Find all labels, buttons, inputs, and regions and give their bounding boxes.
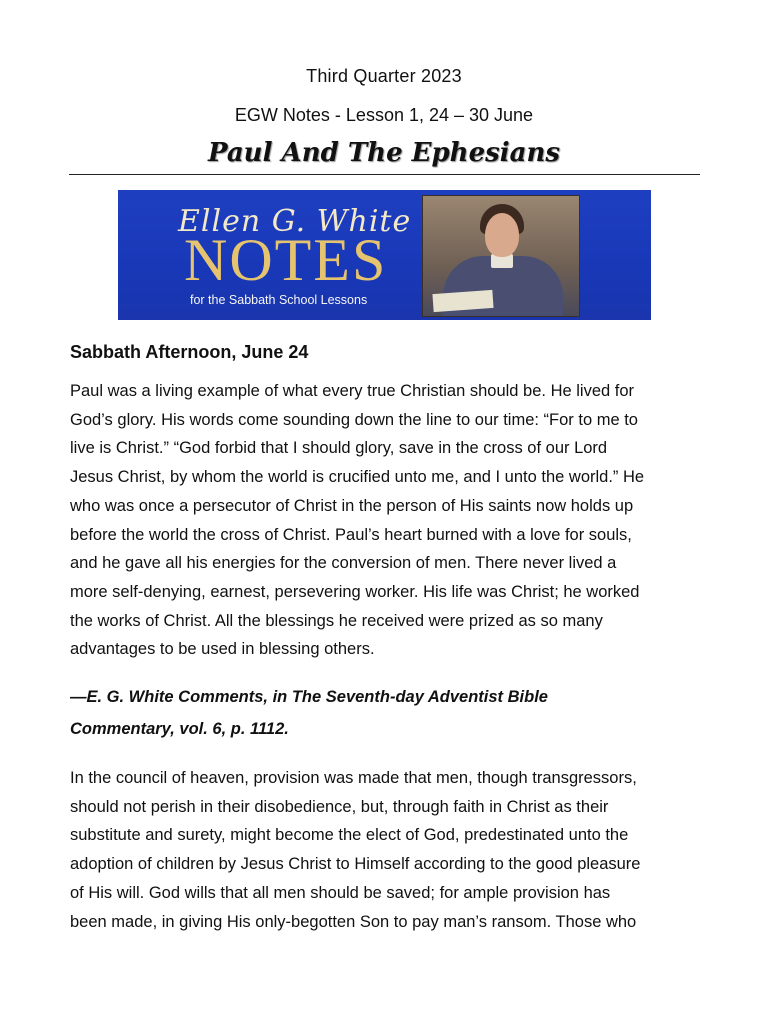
paragraph-2 (70, 764, 710, 936)
paragraph-line: who was once a persecutor of Christ in the person of His saints now holds up (70, 496, 634, 515)
quarter-label: Third Quarter 2023 (306, 66, 462, 86)
author-portrait (422, 195, 580, 317)
paragraph-line: Paul was a living example of what every true Christian should be. He lived for (70, 382, 635, 400)
paragraph-line: substitute and surety, might become the elect of God, predestinated unto the (70, 826, 629, 845)
banner-notes-text: NOTES (184, 227, 388, 293)
paragraph-line: live is Christ.” “God forbid that I should glory, save in the cross of our Lord (70, 439, 608, 458)
paragraph-line: Jesus Christ, by whom the world is crucified unto me, and I unto the world.” He (70, 468, 645, 487)
citation-line: Commentary, vol. 6, p. 1112. (70, 720, 289, 738)
paragraph-line: should not perish in their disobedience, but, through faith in Christ as their (70, 797, 609, 816)
title-divider (69, 174, 700, 175)
paragraph-line: the works of Christ. All the blessings he received were prized as so many (70, 611, 603, 630)
lesson-label: EGW Notes - Lesson 1, 24 – 30 June (234, 105, 534, 125)
paragraph-line: advantages to be used in blessing others. (70, 640, 375, 659)
paragraph-line: In the council of heaven, provision was made that men, though transgressors, (70, 769, 637, 787)
paragraph-line: God’s glory. His words come sounding down the line to our time: “For to me to (70, 410, 638, 429)
section-heading: Sabbath Afternoon, June 24 (70, 342, 309, 362)
paragraph-line: more self-denying, earnest, persevering worker. His life was Christ; he worked (70, 582, 640, 601)
paragraph-1 (70, 377, 710, 664)
egw-notes-banner (118, 190, 651, 320)
paragraph-line: adoption of children by Jesus Christ to Himself according to the good pleasure (70, 855, 641, 874)
paragraph-line: before the world the cross of Christ. Paul’s heart burned with a love for souls, (70, 525, 632, 544)
citation-line: —E. G. White Comments, in The Seventh-day Adventist Bible (70, 688, 548, 706)
paragraph-line: and he gave all his energies for the conversion of men. There never lived a (70, 554, 617, 573)
paragraph-line: been made, in giving His only-begotten Son to pay man’s ransom. Those who (70, 912, 637, 931)
banner-script-text: Ellen G. White (178, 204, 412, 239)
paragraph-line: of His will. God wills that all men should be saved; for ample provision has (70, 883, 611, 902)
citation (70, 681, 710, 745)
page-title: Paul And The Ephesians (207, 138, 561, 168)
banner-subtitle: for the Sabbath School Lessons (190, 293, 368, 307)
